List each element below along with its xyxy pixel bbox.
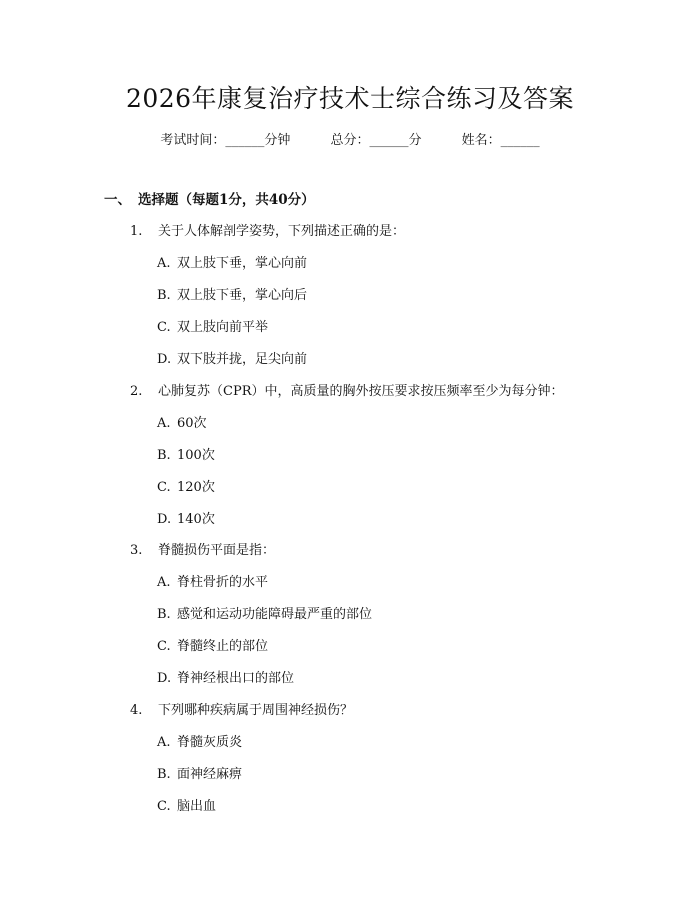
question-3-option-b <box>157 605 372 625</box>
question-4-option-a <box>157 733 242 753</box>
question-3 <box>130 541 275 561</box>
section-number: 一、 <box>104 192 131 208</box>
option-letter: A. <box>157 575 171 590</box>
question-text: 下列哪种疾病属于周围神经损伤？ <box>158 703 354 718</box>
option-letter: A. <box>157 416 171 431</box>
option-text: 脊髓终止的部位 <box>177 639 269 654</box>
question-number: 4. <box>130 703 143 718</box>
question-1-option-d <box>157 350 307 370</box>
option-letter: A. <box>157 735 171 750</box>
question-1-option-c <box>157 318 268 338</box>
question-number: 3. <box>130 543 143 558</box>
section-heading <box>104 190 315 210</box>
option-text: 120次 <box>177 480 215 495</box>
section-title: 选择题（每题1分，共40分） <box>138 192 315 208</box>
option-text: 100次 <box>177 448 215 463</box>
question-number: 1. <box>130 224 143 239</box>
option-letter: C. <box>157 320 171 335</box>
question-number: 2. <box>130 384 143 399</box>
question-2-option-c <box>157 478 215 498</box>
question-1 <box>130 222 405 242</box>
question-text: 脊髓损伤平面是指： <box>158 543 276 558</box>
option-letter: C. <box>157 639 171 654</box>
option-letter: A. <box>157 256 171 271</box>
option-text: 60次 <box>177 416 207 431</box>
option-text: 脑出血 <box>177 799 217 814</box>
option-text: 脊神经根出口的部位 <box>177 671 295 686</box>
question-4-option-c <box>157 797 216 817</box>
option-letter: B. <box>157 448 171 463</box>
exam-meta <box>0 131 700 151</box>
option-letter: C. <box>157 799 171 814</box>
question-4 <box>130 701 353 721</box>
option-text: 面神经麻痹 <box>177 767 243 782</box>
exam-time-field: 考试时间：______分钟 <box>160 133 291 148</box>
option-text: 140次 <box>177 512 215 527</box>
question-3-option-a <box>157 573 268 593</box>
question-4-option-b <box>157 765 242 785</box>
option-letter: B. <box>157 767 171 782</box>
option-text: 双上肢下垂，掌心向后 <box>177 288 308 303</box>
question-text: 关于人体解剖学姿势，下列描述正确的是： <box>158 224 406 239</box>
question-2-option-d <box>157 510 215 530</box>
option-text: 脊柱骨折的水平 <box>177 575 269 590</box>
option-letter: B. <box>157 607 171 622</box>
question-3-option-d <box>157 669 294 689</box>
total-score-field: 总分：______分 <box>330 133 422 148</box>
question-1-option-b <box>157 286 307 306</box>
name-field: 姓名：______ <box>461 133 540 148</box>
question-2-option-a <box>157 414 207 434</box>
option-text: 脊髓灰质炎 <box>177 735 243 750</box>
option-letter: B. <box>157 288 171 303</box>
question-2 <box>130 382 563 402</box>
option-text: 双上肢向前平举 <box>177 320 269 335</box>
option-text: 双下肢并拢，足尖向前 <box>177 352 308 367</box>
question-text: 心肺复苏（CPR）中，高质量的胸外按压要求按压频率至少为每分钟： <box>158 384 564 399</box>
question-1-option-a <box>157 254 307 274</box>
question-2-option-b <box>157 446 215 466</box>
option-letter: D. <box>157 352 172 367</box>
option-text: 双上肢下垂，掌心向前 <box>177 256 308 271</box>
option-letter: D. <box>157 512 172 527</box>
option-letter: D. <box>157 671 172 686</box>
option-letter: C. <box>157 480 171 495</box>
option-text: 感觉和运动功能障碍最严重的部位 <box>177 607 373 622</box>
question-3-option-c <box>157 637 268 657</box>
document-title: 2026年康复治疗技术士综合练习及答案 <box>125 84 575 113</box>
